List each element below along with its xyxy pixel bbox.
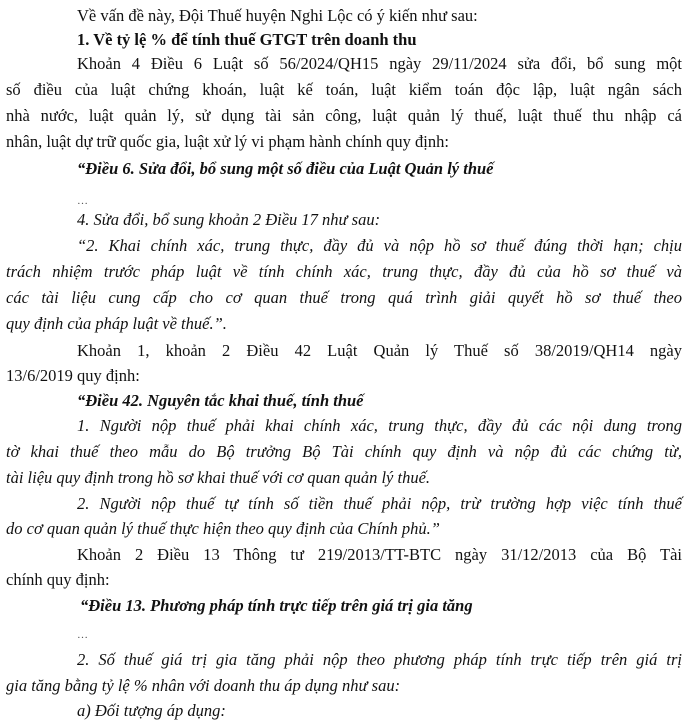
quote-line: 1. Người nộp thuế phải khai chính xác, trung thực, đầy đủ các nội dung trong bbox=[77, 416, 682, 435]
quote-line: a) Đối tượng áp dụng: bbox=[77, 701, 226, 720]
quote-line: 2. Số thuế giá trị gia tăng phải nộp theo phương pháp tính trực tiếp trên giá trị bbox=[77, 650, 682, 669]
paragraph-line: Khoản 2 Điều 13 Thông tư 219/2013/TT-BTC ngày 31/12/2013 của Bộ Tài bbox=[77, 545, 682, 564]
paragraph-line: 13/6/2019 quy định: bbox=[6, 366, 140, 385]
paragraph-line: chính quy định: bbox=[6, 570, 110, 589]
quote-line: 2. Người nộp thuế tự tính số tiền thuế phải nộp, trừ trường hợp việc tính thuế bbox=[77, 494, 682, 513]
quote-line: tài liệu quy định trong hồ sơ khai thuế với cơ quan quản lý thuế. bbox=[6, 468, 431, 487]
paragraph-line: Khoản 1, khoản 2 Điều 42 Luật Quản lý Thuế số 38/2019/QH14 ngày bbox=[77, 341, 682, 360]
quote-line: quy định của pháp luật về thuế.”. bbox=[6, 314, 227, 333]
intro-line: Về vấn đề này, Đội Thuế huyện Nghi Lộc có ý kiến như sau: bbox=[77, 6, 478, 25]
quote-line: 4. Sửa đổi, bổ sung khoản 2 Điều 17 như sau: bbox=[77, 210, 381, 229]
ellipsis: … bbox=[77, 629, 88, 641]
quote-line: gia tăng bằng tỷ lệ % nhân với doanh thu áp dụng như sau: bbox=[6, 676, 401, 695]
quote-heading: “Điều 13. Phương pháp tính trực tiếp trên giá trị gia tăng bbox=[80, 596, 473, 615]
quote-line: do cơ quan quản lý thuế thực hiện theo quy định của Chính phủ.” bbox=[6, 519, 440, 538]
quote-line: trách nhiệm trước pháp luật về tính chính xác, trung thực, đầy đủ của hồ sơ thuế và bbox=[6, 262, 682, 281]
quote-heading: “Điều 42. Nguyên tắc khai thuế, tính thuế bbox=[77, 391, 364, 410]
paragraph-line: số điều của luật chứng khoán, luật kế toán, luật kiểm toán độc lập, luật ngân sách bbox=[6, 80, 682, 99]
ellipsis: … bbox=[77, 195, 88, 207]
quote-heading: “Điều 6. Sửa đổi, bổ sung một số điều của Luật Quản lý thuế bbox=[77, 159, 494, 178]
paragraph-line: Khoản 4 Điều 6 Luật số 56/2024/QH15 ngày 29/11/2024 sửa đổi, bổ sung một bbox=[77, 54, 682, 73]
quote-line: tờ khai thuế theo mẫu do Bộ trưởng Bộ Tài chính quy định và nộp đủ các chứng từ, bbox=[6, 442, 682, 461]
section-heading: 1. Về tỷ lệ % để tính thuế GTGT trên doanh thu bbox=[77, 30, 417, 49]
paragraph-line: nhân, luật dự trữ quốc gia, luật xử lý vi phạm hành chính quy định: bbox=[6, 132, 449, 151]
quote-line: “2. Khai chính xác, trung thực, đầy đủ và nộp hồ sơ thuế đúng thời hạn; chịu bbox=[77, 236, 682, 255]
paragraph-line: nhà nước, luật quản lý, sử dụng tài sản công, luật quản lý thuế, luật thuế thu nhập cá bbox=[6, 106, 682, 125]
quote-line: các tài liệu cung cấp cho cơ quan thuế trong quá trình giải quyết hồ sơ thuế theo bbox=[6, 288, 682, 307]
